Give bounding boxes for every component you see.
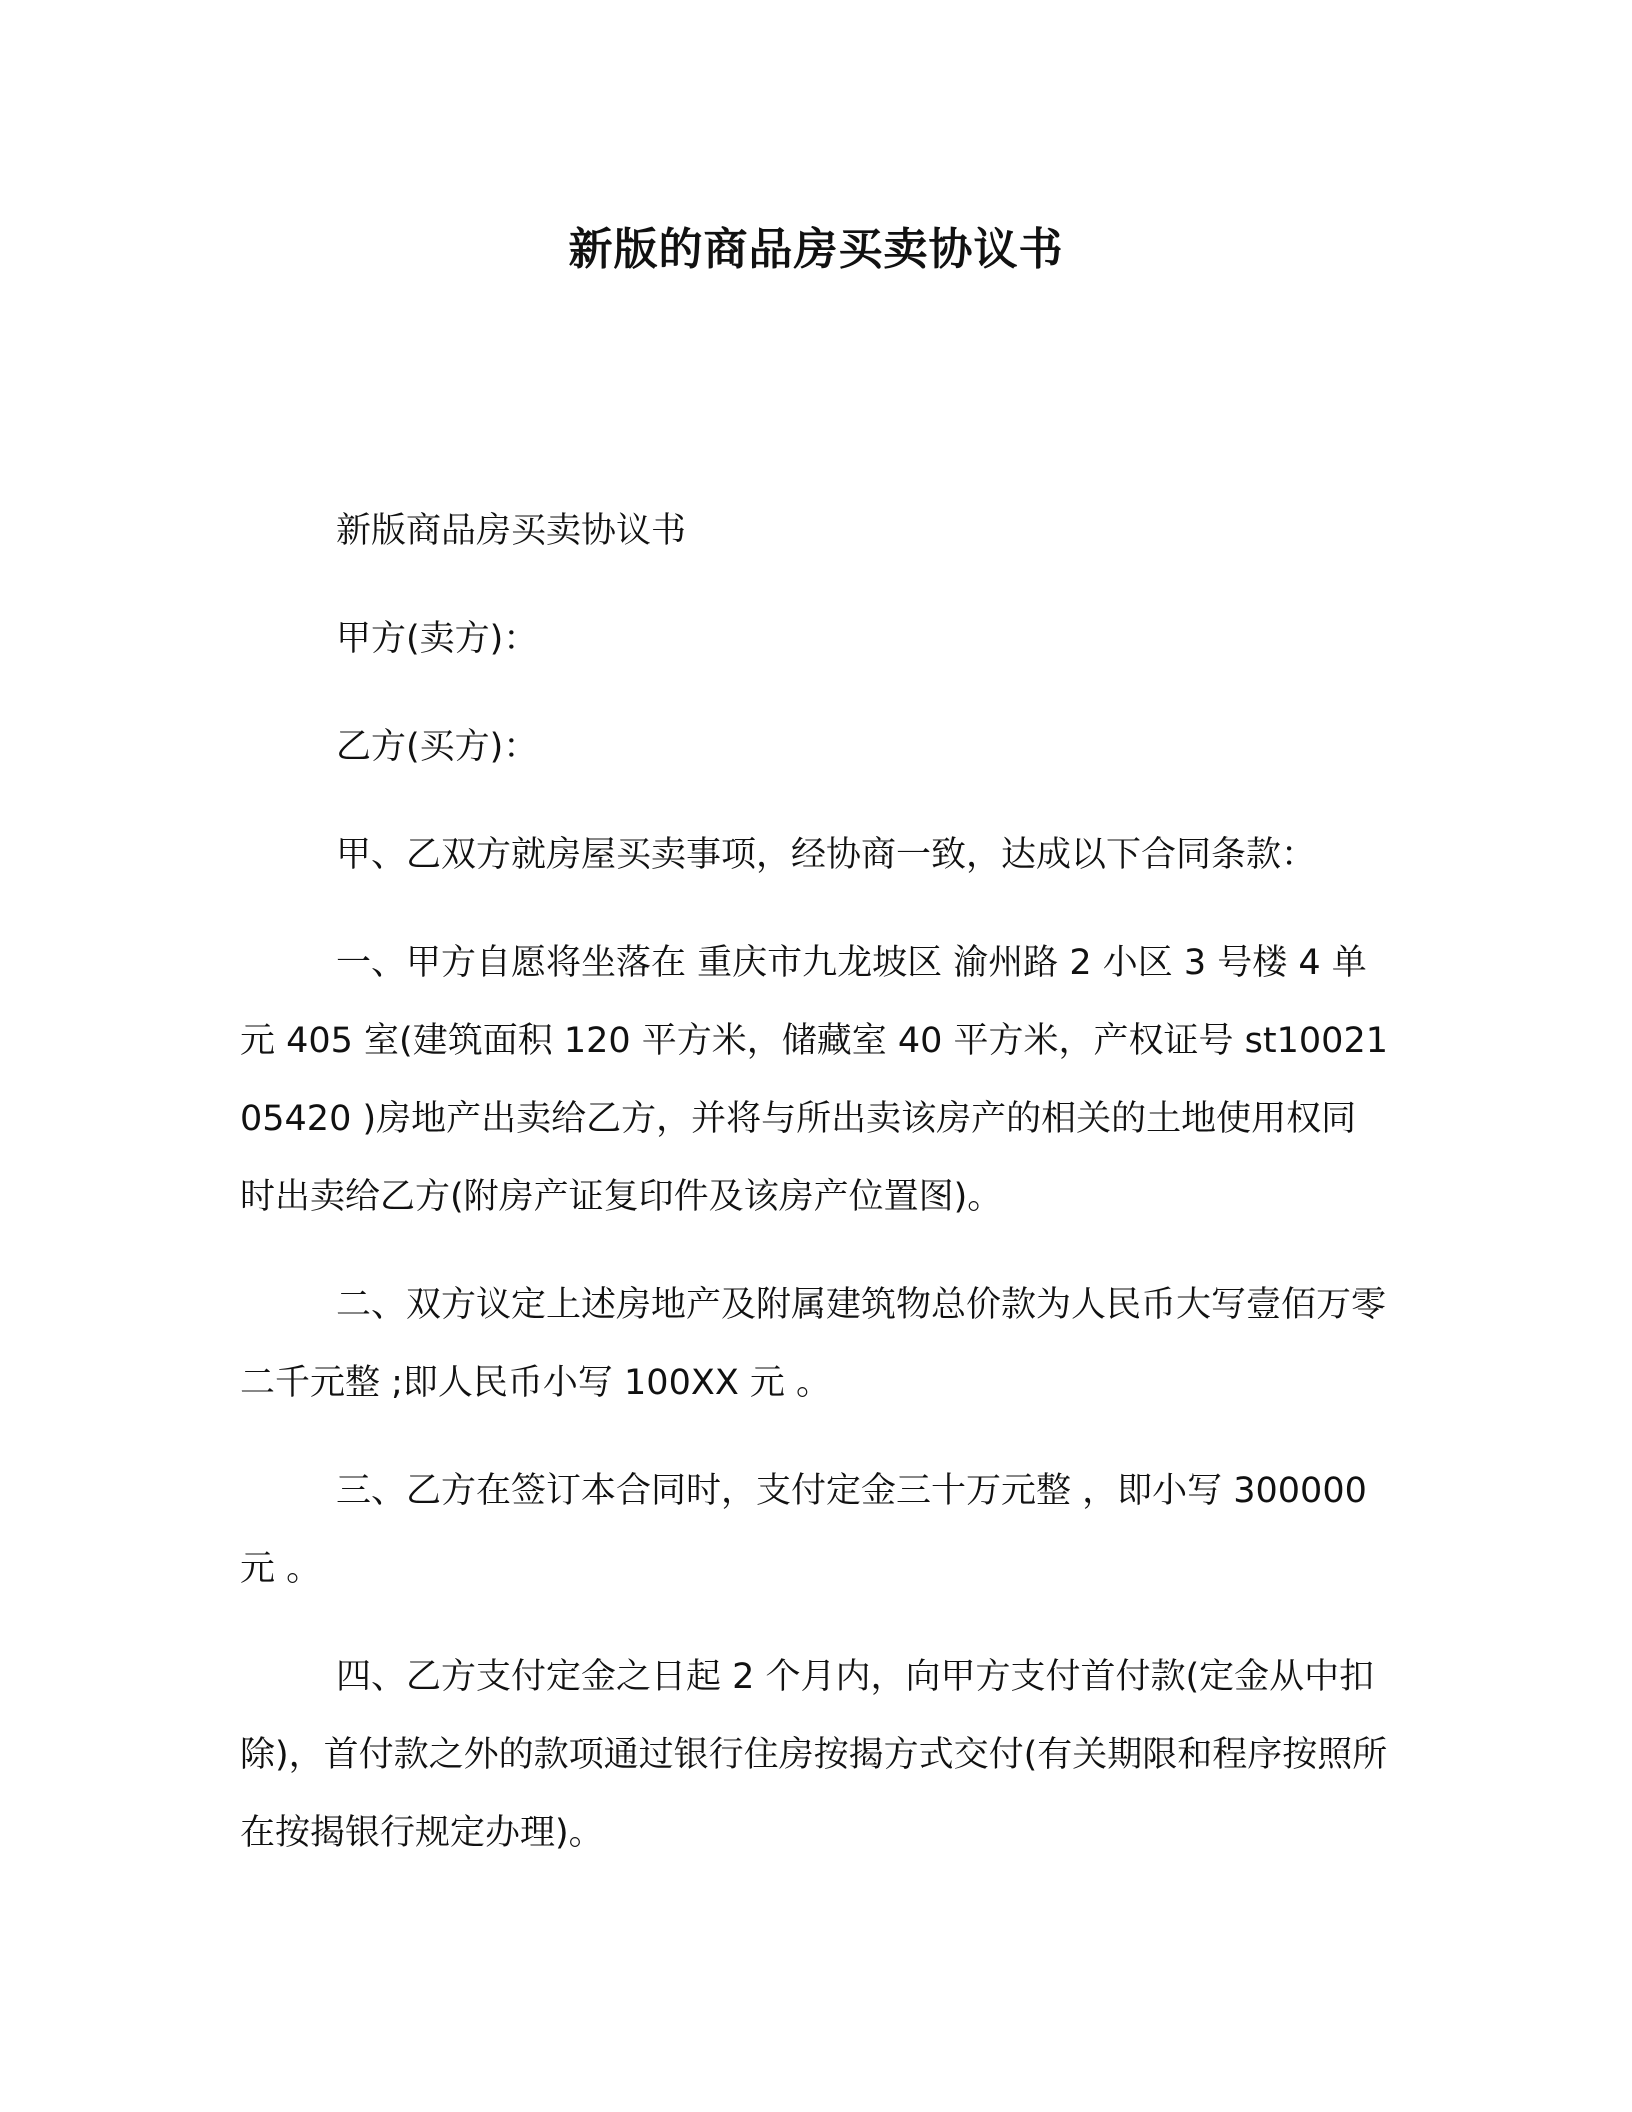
document-body — [240, 492, 1390, 1902]
paragraph-clause-1: 一、甲方自愿将坐落在 重庆市九龙坡区 渝州路 2 小区 3 号楼 4 单元 405 室(建筑面积 120 平方米，储藏室 40 平方米，产权证号 st1002105420 )房地产出卖给乙方，并将与所出卖该房产的相关的土地使用权同时出卖给乙方(附房产证复印件及该房产位置图)。 — [240, 943, 1388, 1217]
paragraph-party-a: 甲方(卖方)： — [336, 619, 539, 659]
paragraph-clause-3: 三、乙方在签订本合同时，支付定金三十万元整 ，即小写 300000 元 。 — [240, 1471, 1367, 1589]
document-title: 新版的商品房买卖协议书 — [568, 224, 1064, 275]
paragraph-clause-4: 四、乙方支付定金之日起 2 个月内，向甲方支付首付款(定金从中扣除)，首付款之外的款项通过银行住房按揭方式交付(有关期限和程序按照所在按揭银行规定办理)。 — [240, 1657, 1388, 1853]
paragraph-subtitle: 新版商品房买卖协议书 — [336, 511, 687, 551]
paragraph-party-b: 乙方(买方)： — [336, 727, 539, 767]
paragraph-intro: 甲、乙双方就房屋买卖事项，经协商一致，达成以下合同条款： — [336, 835, 1317, 875]
paragraph-clause-2: 二、双方议定上述房地产及附属建筑物总价款为人民币大写壹佰万零二千元整 ;即人民币小写 100XX 元 。 — [240, 1285, 1387, 1403]
